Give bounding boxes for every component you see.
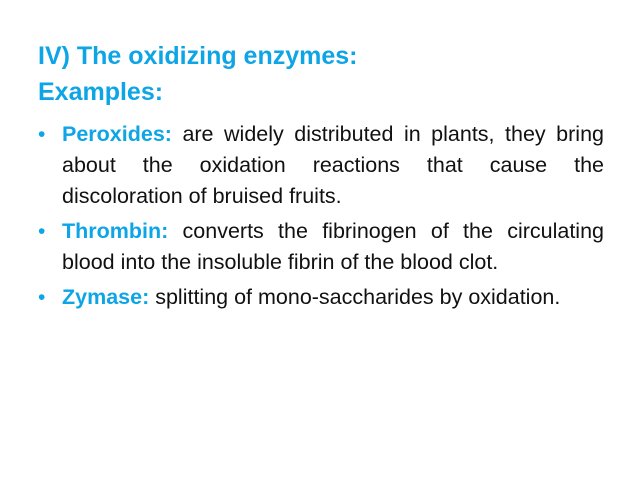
title-line-subheading: Examples: — [38, 78, 164, 106]
term-thrombin: Thrombin: — [62, 219, 183, 243]
title-line-heading: IV) The oxidizing enzymes: — [38, 42, 358, 70]
term-zymase: Zymase: — [62, 285, 156, 309]
bullet-icon: • — [38, 220, 46, 243]
list-item-thrombin — [38, 216, 604, 278]
bullet-icon: • — [38, 286, 46, 309]
enzyme-list — [38, 119, 604, 317]
bullet-icon: • — [38, 123, 46, 146]
list-item-peroxides — [38, 119, 604, 212]
description-peroxides: are widely distributed in plants, they bring about the oxidation reactions that cause the discoloration of bruised fruits. — [62, 122, 604, 208]
description-zymase: splitting of mono-saccharides by oxidation. — [155, 285, 561, 309]
description-thrombin: converts the fibrinogen of the circulating blood into the insoluble fibrin of the blood clot. — [62, 219, 604, 274]
term-peroxides: Peroxides: — [62, 122, 183, 146]
list-item-zymase — [38, 282, 604, 313]
slide-title — [38, 38, 598, 110]
